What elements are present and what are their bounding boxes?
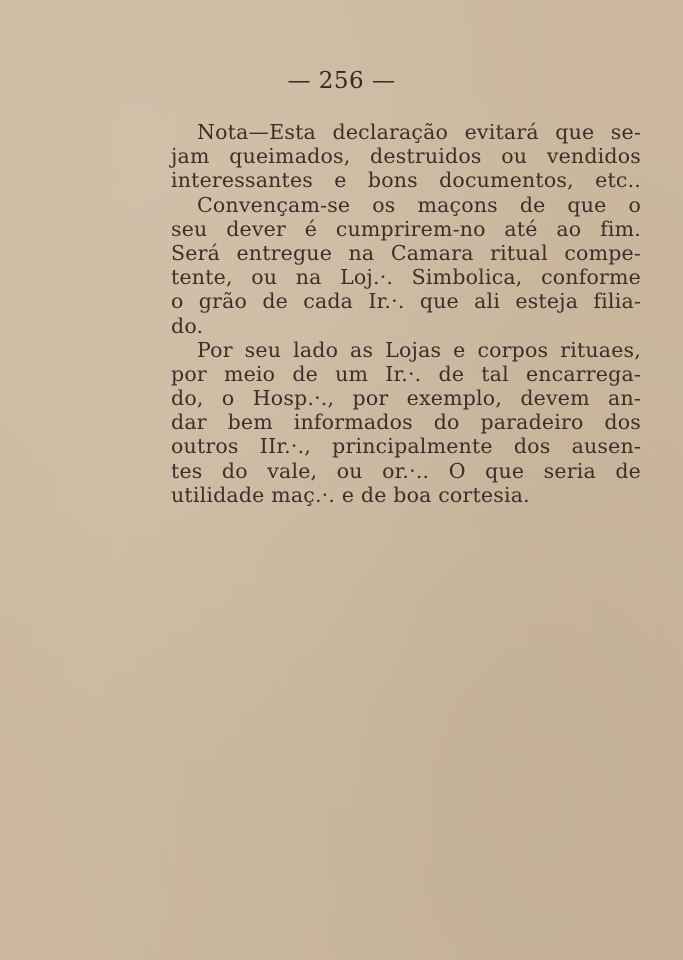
text-line: seu dever é cumprirem-no até ao fim.: [171, 216, 641, 241]
text-line: Por seu lado as Lojas e corpos rituaes,: [197, 337, 641, 362]
text-line: tente, ou na Loj.·. Simbolica, conforme: [171, 265, 641, 290]
text-line: outros IIr.·., principalmente dos ausen-: [171, 434, 641, 459]
text-line: do.: [171, 313, 204, 338]
page-body-text: [171, 120, 641, 507]
text-line: interessantes e bons documentos, etc..: [171, 168, 641, 193]
page-number: — 256 —: [287, 68, 396, 94]
text-line: Nota—Esta declaração evitará que se-: [197, 120, 641, 144]
text-line: o grão de cada Ir.·. que ali esteja filia-: [171, 289, 641, 314]
text-line: Convençam-se os maçons de que o: [197, 192, 641, 217]
text-line: Será entregue na Camara ritual compe-: [171, 240, 641, 265]
text-line: jam queimados, destruidos ou vendidos: [171, 144, 641, 169]
bleed-through-shadow: [170, 508, 640, 532]
text-line: tes do vale, ou or.·.. O que seria de: [171, 458, 641, 483]
text-line: dar bem informados do paradeiro dos: [171, 410, 641, 435]
text-line: por meio de um Ir.·. de tal encarrega-: [171, 361, 641, 386]
text-line: utilidade maç.·. e de boa cortesia.: [171, 482, 530, 507]
text-line: do, o Hosp.·., por exemplo, devem an-: [171, 386, 641, 411]
